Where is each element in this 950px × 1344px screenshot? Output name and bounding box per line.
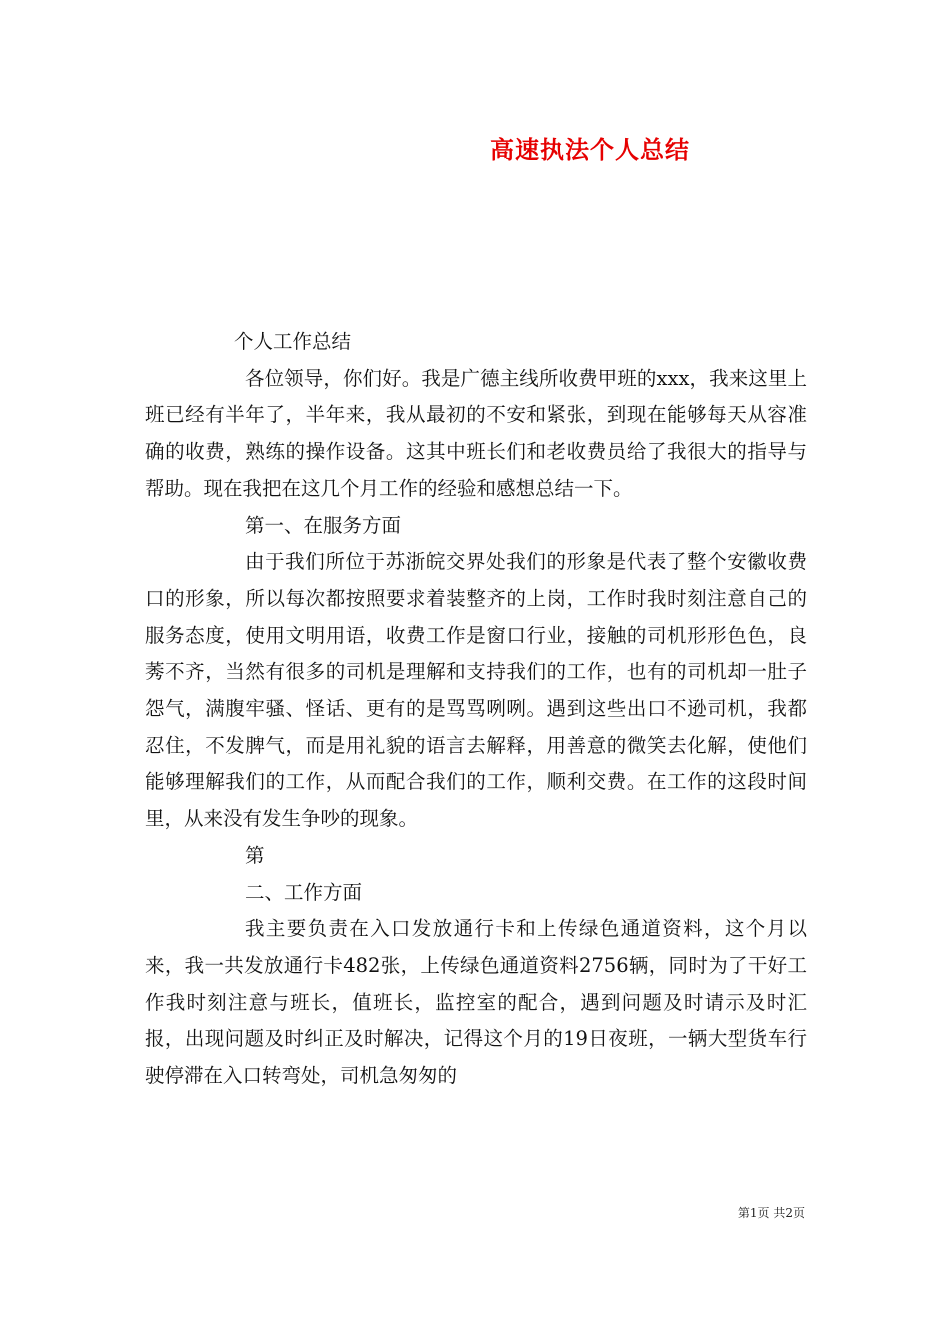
- page-number-footer: 第1页 共2页: [737, 1206, 805, 1220]
- section-heading: 个人工作总结: [234, 330, 352, 353]
- paragraph-service: 由于我们所位于苏浙皖交界处我们的形象是代表了整个安徽收费口的形象，所以每次都按照要求着装整齐的上岗，工作时我时刻注意自己的服务态度，使用文明用语，收费工作是窗口行业，接触的司机形形色色，良莠不齐，当然有很多的司机是理解和支持我们的工作，也有的司机却一肚子怨气，满腹牢骚、怪话、更有的是骂骂咧咧。遇到这些出口不逊司机，我都忍住，不发脾气，而是用礼貌的语言去解释，用善意的微笑去化解，使他们能够理解我们的工作，从而配合我们的工作，顺利交费。在工作的这段时间里，从来没有发生争吵的现象。: [145, 550, 807, 831]
- heading-work-part-1: 第: [245, 843, 265, 867]
- heading-service: 第一、在服务方面: [245, 513, 402, 537]
- heading-work-part-2: 二、工作方面: [245, 880, 363, 904]
- document-title: 高速执法个人总结: [490, 135, 690, 164]
- document-body: [145, 324, 807, 1095]
- paragraph-work: 我主要负责在入口发放通行卡和上传绿色通道资料，这个月以来，我一共发放通行卡482张，上传绿色通道资料2756辆，同时为了干好工作我时刻注意与班长，值班长，监控室的配合，遇到问题及时请示及时汇报，出现问题及时纠正及时解决，记得这个月的19日夜班，一辆大型货车行驶停滞在入口转弯处，司机急匆匆的: [145, 917, 807, 1088]
- paragraph-greeting: 各位领导，你们好。我是广德主线所收费甲班的xxx，我来这里上班已经有半年了，半年来，我从最初的不安和紧张，到现在能够每天从容准确的收费，熟练的操作设备。这其中班长们和老收费员给了我很大的指导与帮助。现在我把在这几个月工作的经验和感想总结一下。: [145, 366, 807, 500]
